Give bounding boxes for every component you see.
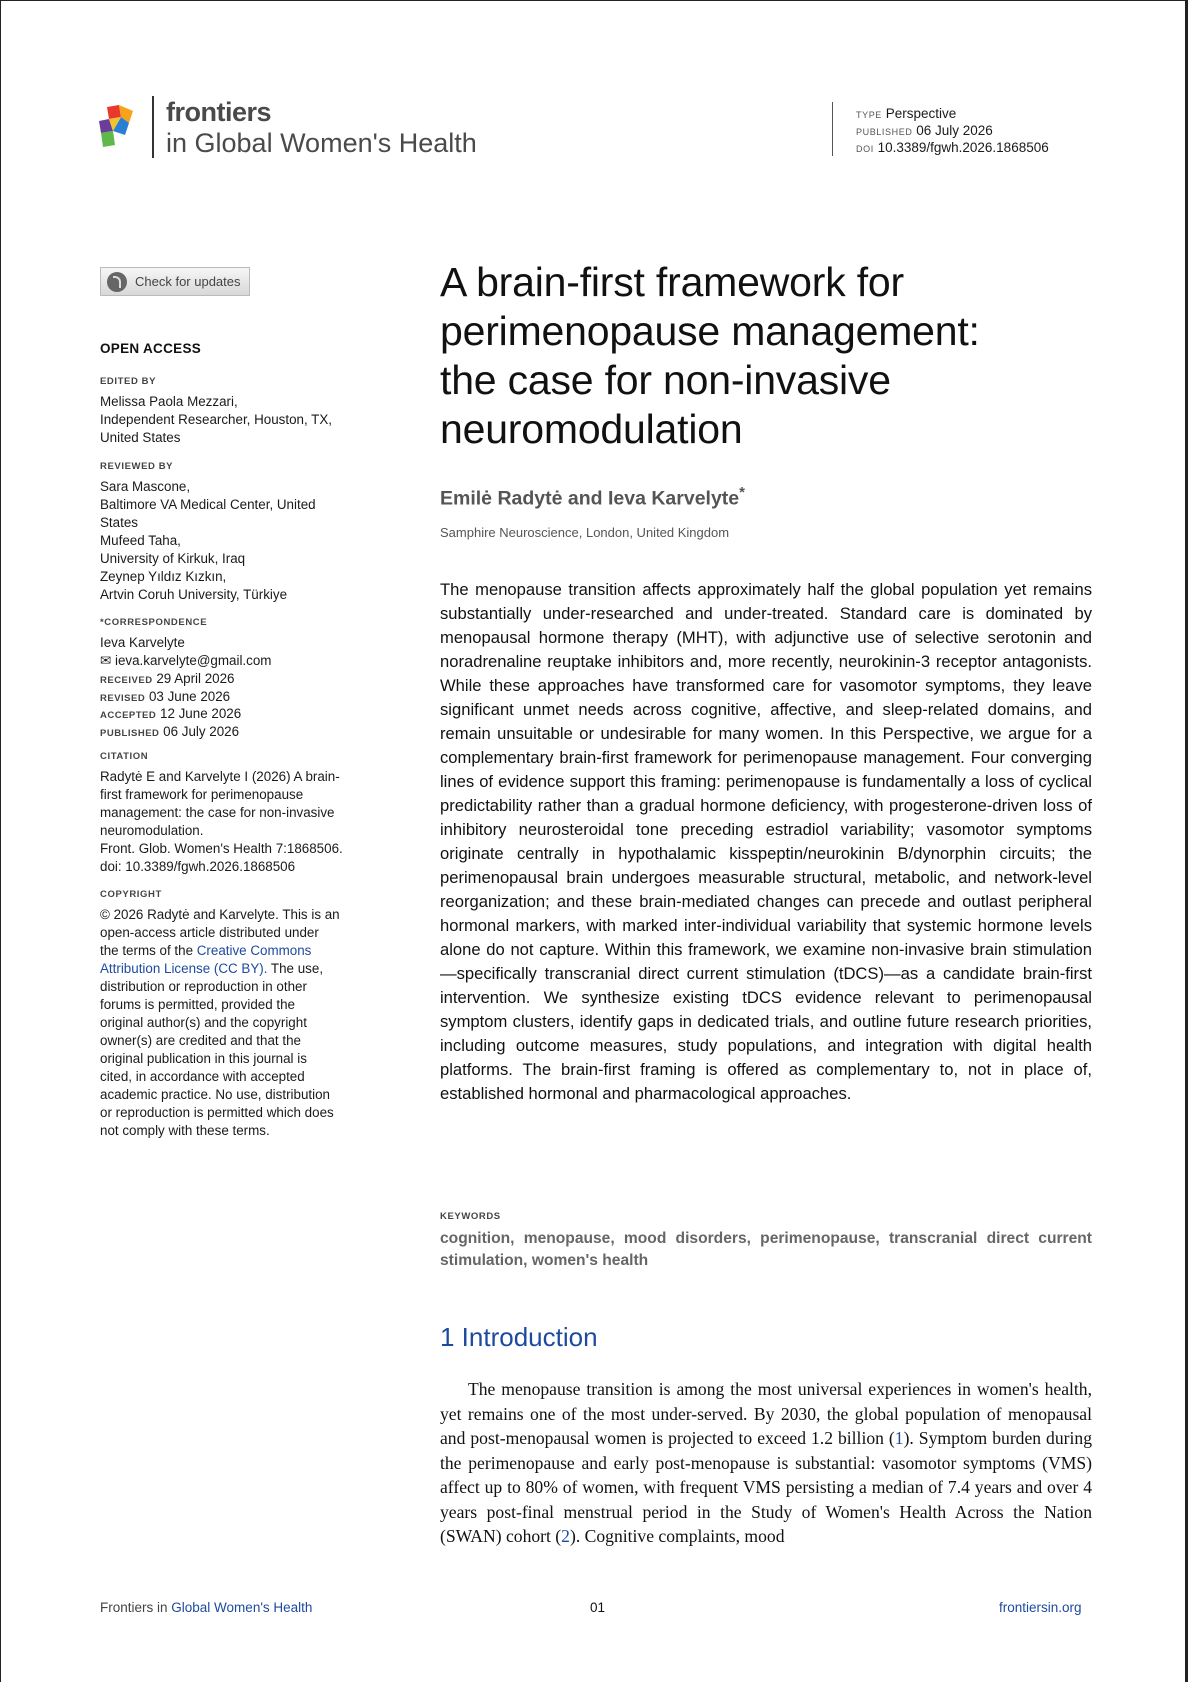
reviewer-line: Mufeed Taha,: [100, 533, 181, 548]
footer-text: Frontiers in: [100, 1600, 172, 1615]
title-line: A brain-first framework for: [440, 259, 904, 305]
intro-paragraph: [440, 1377, 1092, 1549]
license-link[interactable]: Creative Commons: [196, 943, 312, 958]
copyright-line: academic practice. No use, distribution: [100, 1087, 330, 1102]
copyright-line: distribution or reproduction in other: [100, 979, 307, 994]
type-value: Perspective: [885, 106, 957, 121]
correspondent-name: Ieva Karvelyte: [100, 635, 185, 650]
intro-text: ). Symptom burden during the perimenopause and early post-menopause is substantial: vasomotor symptoms (VMS) affect up to 80% of women, with frequent VMS persisting a median of 7.4 years and over 4 years post-final menstrual period in the Study of Women's Health Across the Nation (SWAN) cohort (: [440, 1428, 1092, 1546]
intro-text: ). Cognitive complaints, mood: [569, 1526, 785, 1546]
copyright-line: open-access article distributed under: [100, 925, 319, 940]
page-number: 01: [590, 1600, 606, 1615]
revised-label: REVISED: [100, 692, 146, 704]
correspondent-email[interactable]: ieva.karvelyte@gmail.com: [114, 653, 272, 668]
correspondence-block: [100, 614, 370, 670]
author-affiliation: Samphire Neuroscience, London, United Kingdom: [440, 525, 730, 540]
received-label: RECEIVED: [100, 675, 153, 686]
page-border-top: [0, 0, 1188, 1]
check-for-updates-label: Check for updates: [135, 274, 241, 289]
intro-text: The menopause transition is among the most universal experiences in women's health, yet remains one of the most under-served. By 2030, the global population of menopausal and post-menopausal women is projected to exceed 1.2 billion (: [440, 1379, 1092, 1448]
copyright-line: © 2026 Radytė and Karvelyte. This is an: [100, 907, 340, 922]
reviewer-line: University of Kirkuk, Iraq: [100, 551, 246, 566]
reviewed-by-heading: REVIEWED BY: [100, 461, 174, 472]
citation-line: Front. Glob. Women's Health 7:1868506.: [100, 841, 343, 856]
reviewer-line: Zeynep Yıldız Kızkın,: [100, 569, 227, 584]
accepted-label: ACCEPTED: [100, 710, 157, 721]
journal-name[interactable]: in Global Women's Health: [166, 128, 477, 158]
citation-block: [100, 748, 370, 876]
copyright-text: The use,: [267, 961, 324, 976]
abstract: The menopause transition affects approximately half the global population yet remains substantially under-researched and under-treated. Standard care is dominated by menopausal hormone therapy (MHT), with adjunctive use of selective serotonin and noradrenaline reuptake inhibitors and, more recently, neurokinin-3 receptor antagonists. While these approaches have transformed care for vasomotor symptoms, they leave significant unmet needs across cognitive, affective, and sleep-related domains, and remain unsuitable or undesirable for many women. In this Perspective, we argue for a complementary brain-first framework for perimenopause management. Four converging lines of evidence support this framing: perimenopause is fundamentally a loss of cyclical predictability rather than a gradual hormone deficiency, with progesterone-driven loss of inhibitory neurosteroidal tone preceding estradiol variability; vasomotor symptoms originate centrally in hypothalamic kisspeptin/neurokinin B/dynorphin circuits; the perimenopausal brain undergoes measurable structural, metabolic, and network-level reorganization; and these brain-mediated changes can precede and outlast peripheral hormonal markers, with marked inter-individual variability that systemic hormone levels alone do not capture. Within this framework, we examine non-invasive brain stimulation—specifically transcranial direct current stimulation (tDCS)—as a candidate brain-first intervention. We synthesize existing tDCS evidence relevant to perimenopausal symptom clusters, identify gaps in dedicated trials, and outline future research priorities, including outcome measures, study populations, and integration with digital health platforms. The brain-first framing is offered as complementary to, not in place of, established hormonal and pharmacological approaches.: [440, 580, 1092, 1103]
page-border-left: [0, 0, 1, 1682]
copyright-line: cited, in accordance with accepted: [100, 1069, 305, 1084]
accepted-date: 12 June 2026: [160, 706, 242, 721]
correspondent-email-row: [100, 652, 370, 670]
citation-line: management: the case for non-invasive: [100, 805, 335, 820]
refresh-icon: [107, 272, 127, 292]
correspondence-mark: *: [739, 484, 745, 501]
published-value: 06 July 2026: [916, 123, 993, 138]
frontiers-logo-icon: [99, 105, 135, 147]
title-line: the case for non-invasive: [440, 357, 891, 403]
license-link[interactable]: Attribution License (CC BY).: [100, 961, 268, 976]
published-label: PUBLISHED: [856, 127, 913, 137]
copyright-line: not comply with these terms.: [100, 1123, 270, 1138]
revised-date: 03 June 2026: [148, 688, 231, 704]
dates-block: [100, 671, 370, 741]
doi-label: DOI: [856, 144, 874, 154]
article-title: [440, 258, 1140, 454]
copyright-line: forums is permitted, provided the: [100, 997, 295, 1012]
edited-by-block: [100, 373, 370, 447]
keywords-heading: KEYWORDS: [440, 1211, 501, 1222]
check-for-updates-button[interactable]: [100, 267, 250, 296]
doi-value[interactable]: 10.3389/fgwh.2026.1868506: [877, 140, 1049, 155]
author-names: Emilė Radytė and Ieva Karvelyte: [440, 487, 740, 510]
copyright-line: original author(s) and the copyright: [100, 1015, 307, 1030]
correspondence-heading: *CORRESPONDENCE: [100, 617, 208, 628]
open-access-label: OPEN ACCESS: [100, 341, 202, 356]
introduction-body: [440, 1377, 1092, 1549]
copyright-line: or reproduction is permitted which does: [100, 1105, 334, 1120]
copyright-line: [100, 942, 370, 960]
envelope-icon: ✉: [100, 653, 112, 668]
reference-link[interactable]: 1: [894, 1428, 904, 1448]
title-line: perimenopause management:: [440, 308, 980, 354]
meta-divider: [832, 102, 833, 156]
citation-heading: CITATION: [100, 751, 149, 762]
footer-journal: [100, 1600, 312, 1615]
copyright-line: [100, 960, 370, 978]
reviewed-by-block: [100, 458, 370, 604]
copyright-heading: COPYRIGHT: [100, 889, 162, 900]
published-date: 06 July 2026: [163, 723, 240, 739]
brand-name[interactable]: frontiers: [166, 97, 272, 127]
citation-line: first framework for perimenopause: [100, 787, 304, 802]
reviewer-line: States: [100, 515, 138, 530]
received-date: 29 April 2026: [156, 671, 235, 686]
editor-line: Independent Researcher, Houston, TX,: [100, 412, 333, 427]
citation-doi[interactable]: doi: 10.3389/fgwh.2026.1868506: [100, 859, 296, 874]
copyright-line: owner(s) are credited and that the: [100, 1033, 301, 1048]
reviewer-line: Sara Mascone,: [100, 479, 191, 494]
copyright-text: the terms of the: [100, 943, 197, 958]
reference-link[interactable]: 2: [561, 1526, 570, 1546]
section-heading-introduction: 1 Introduction: [440, 1322, 598, 1352]
citation-line: neuromodulation.: [100, 823, 204, 838]
article-meta: [856, 106, 1049, 157]
copyright-block: [100, 886, 370, 1140]
editor-line: United States: [100, 430, 181, 445]
keywords: cognition, menopause, mood disorders, perimenopause, transcranial direct current stimulation, women's health: [440, 1230, 1092, 1269]
title-line: neuromodulation: [440, 406, 743, 452]
logo-divider: [152, 96, 154, 158]
footer-site-link[interactable]: frontiersin.org: [999, 1600, 1082, 1615]
edited-by-heading: EDITED BY: [100, 376, 157, 387]
article-authors: [440, 484, 745, 511]
published-date-label: PUBLISHED: [100, 727, 160, 739]
type-label: TYPE: [856, 110, 882, 120]
reviewer-line: Artvin Coruh University, Türkiye: [100, 587, 288, 602]
editor-line: Melissa Paola Mezzari,: [100, 394, 238, 409]
copyright-line: original publication in this journal is: [100, 1051, 307, 1066]
footer-journal-link[interactable]: Global Women's Health: [171, 1600, 313, 1615]
citation-line: Radytė E and Karvelyte I (2026) A brain-: [100, 769, 340, 784]
reviewer-line: Baltimore VA Medical Center, United: [100, 497, 316, 512]
